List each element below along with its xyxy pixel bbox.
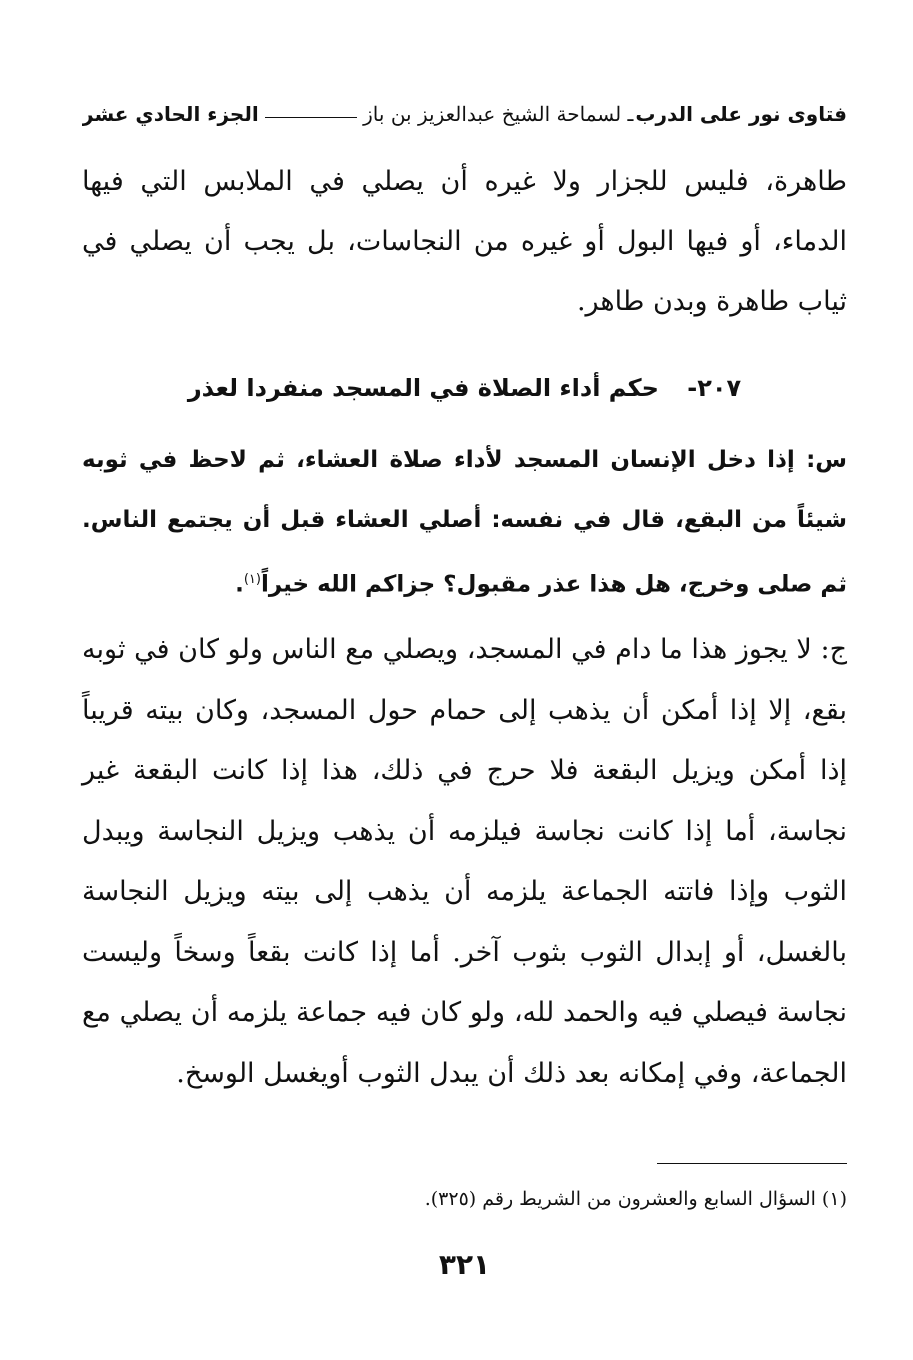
footnote-text: (١) السؤال السابع والعشرون من الشريط رقم (٣٢٥).: [424, 1188, 847, 1210]
author-name: ـ لسماحة الشيخ عبدالعزيز بن باز: [363, 102, 634, 126]
footnote-divider: [657, 1163, 847, 1164]
book-title: فتاوى نور على الدرب: [635, 102, 847, 126]
section-heading: [82, 360, 847, 416]
question-text: إذا دخل الإنسان المسجد لأداء صلاة العشاء، ثم لاحظ في ثوبه شيئاً من البقع، قال في نفسه: أصلي العشاء قبل أن يجتمع الناس. ثم صلى وخرج، هل هذا عذر مقبول؟ جزاكم الله خيراً: [82, 447, 847, 598]
page-number: ٣٢١: [438, 1248, 491, 1281]
question-end: .: [235, 571, 244, 598]
volume-part: الجزء الحادي عشر: [82, 102, 259, 126]
footnote-marker: (١): [243, 572, 261, 587]
answer-paragraph: [82, 620, 847, 1104]
intro-paragraph: طاهرة، فليس للجزار ولا غيره أن يصلي في الملابس التي فيها الدماء، أو فيها البول أو غيره من النجاسات، بل يجب أن يصلي في ثياب طاهرة وبدن طاهر.: [82, 166, 847, 317]
answer-text: لا يجوز هذا ما دام في المسجد، ويصلي مع الناس ولو كان في ثوبه بقع، إلا إذا أمكن أن يذهب إلى حمام حول المسجد، وكان بيته قريباً إذا أمكن ويزيل البقعة فلا حرج في ذلك، هذا إذا كانت البقعة غير نجاسة، أما إذا كانت نجاسة فيلزمه أن يذهب ويزيل النجاسة ويبدل الثوب وإذا فاتته الجماعة يلزمه أن يذهب إلى بيته ويزيل النجاسة بالغسل، أو إبدال الثوب بثوب آخر. أما إذا كانت بقعاً وسخاً وليست نجاسة فيصلي فيه والحمد لله، ولو كان فيه جماعة يلزمه أن يصلي مع الجماعة، وفي إمكانه بعد ذلك أن يبدل الثوب أويغسل الوسخ.: [82, 634, 847, 1089]
section-number: ٢٠٧-: [687, 374, 742, 402]
section-title: حكم أداء الصلاة في المسجد منفردا لعذر: [187, 374, 659, 402]
running-header: [82, 92, 847, 136]
header-rule: [265, 117, 357, 118]
answer-prefix: ج:: [820, 634, 847, 665]
question-prefix: س:: [806, 447, 847, 473]
question-paragraph: [82, 430, 847, 615]
